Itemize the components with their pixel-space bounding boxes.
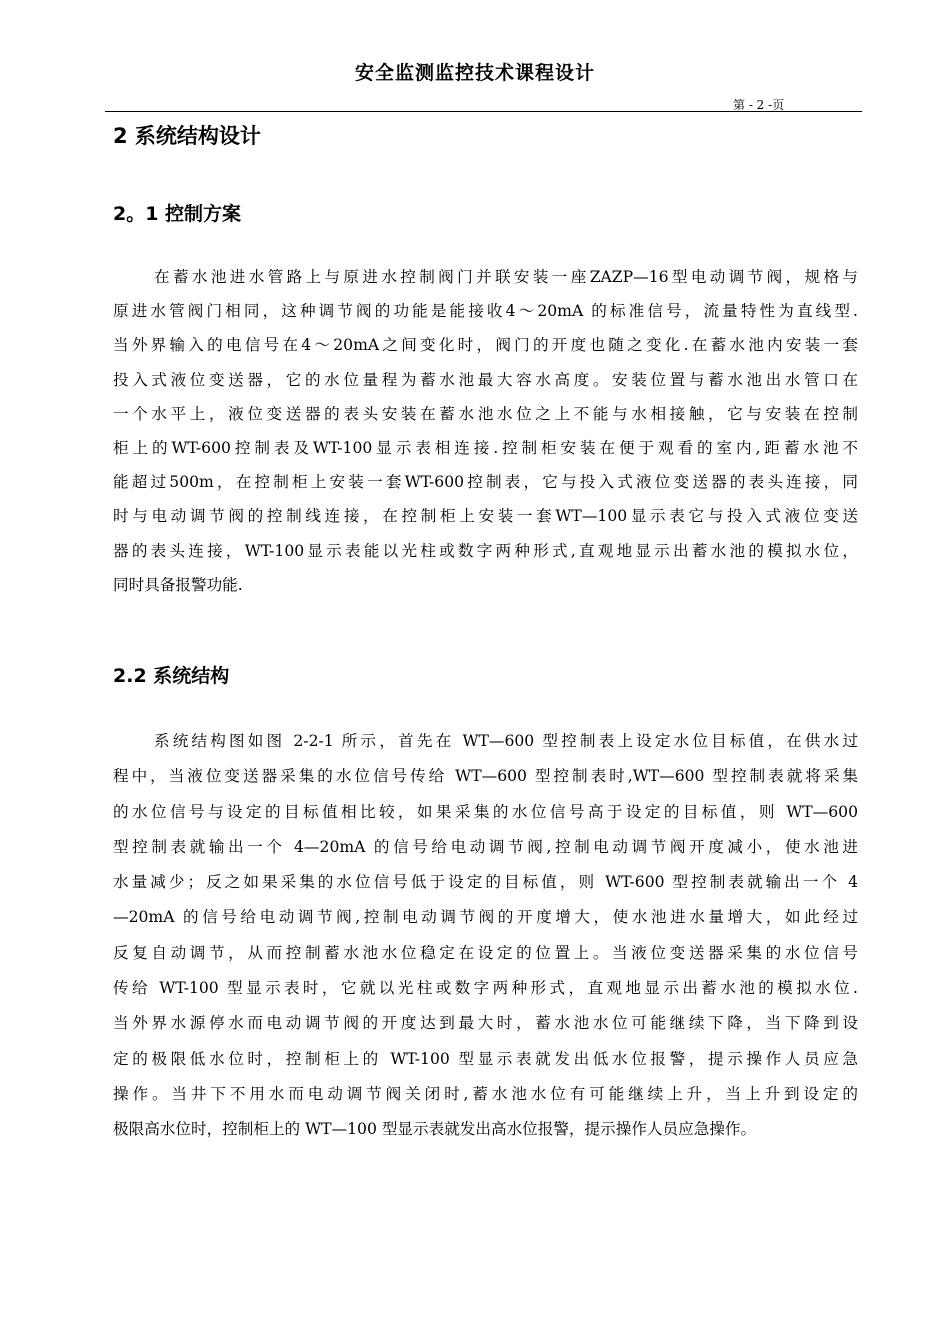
text-line: —20mA 的信号给电动调节阀,控制电动调节阀的开度增大，使水池进水量增大，如此经过 [113,908,858,927]
text-line: 当外界输入的电信号在4～20mA之间变化时，阀门的开度也随之变化.在蓄水池内安装一套 [113,336,858,355]
text-line: 能超过500m，在控制柜上安装一套WT-600控制表，它与投入式液位变送器的表头连接，同 [113,473,858,492]
text-line: 的水位信号与设定的目标值相比较，如果采集的水位信号高于设定的目标值，则 WT—600 [113,802,858,821]
text-line: 操作。当井下不用水而电动调节阀关闭时,蓄水池水位有可能继续上升，当上升到设定的 [113,1084,858,1103]
text-line: 传给 WT-100 型显示表时，它就以光柱或数字两种形式，直观地显示出蓄水池的模拟水位. [113,979,858,998]
text-line: 反复自动调节，从而控制蓄水池水位稳定在设定的位置上。当液位变送器采集的水位信号 [113,943,858,962]
text-line: 器的表头连接，WT-100显示表能以光柱或数字两种形式,直观地显示出蓄水池的模拟水位， [113,541,858,560]
paragraph-control-scheme [113,260,858,602]
text-line: 原进水管阀门相同，这种调节阀的功能是能接收4～20mA 的标准信号，流量特性为直线型. [113,302,858,321]
text-line: 系统结构图如图 2-2-1 所示，首先在 WT—600 型控制表上设定水位目标值，在供水过 [154,732,858,750]
section-heading-control-scheme: 2。1 控制方案 [113,203,242,225]
text-line: 定的极限低水位时，控制柜上的 WT-100 型显示表就发出低水位报警，提示操作人员应急 [113,1049,858,1068]
text-line: 同时具备报警功能. [113,575,243,594]
text-line: 在蓄水池进水管路上与原进水控制阀门并联安装一座ZAZP—16型电动调节阀，规格与 [154,268,858,286]
text-line: 柜上的WT-600控制表及WT-100显示表相连接.控制柜安装在便于观看的室内,距蓄水池不 [113,439,858,458]
section-heading-system-structure: 2.2 系统结构 [113,665,230,687]
page-header-title: 安全监测监控技术课程设计 [354,62,595,84]
paragraph-system-structure [113,724,858,1148]
text-line: 程中，当液位变送器采集的水位信号传给 WT—600 型控制表时,WT—600 型控制表就将采集 [113,767,858,786]
text-line: 一个水平上，液位变送器的表头安装在蓄水池水位之上不能与水相接触，它与安装在控制 [113,404,858,423]
text-line: 时与电动调节阀的控制线连接，在控制柜上安装一套WT—100显示表它与投入式液位变送 [113,507,858,526]
page-number: 第 - 2 -页 [733,98,785,112]
text-line: 当外界水源停水而电动调节阀的开度达到最大时，蓄水池水位可能继续下降，当下降到设 [113,1014,858,1033]
text-line: 投入式液位变送器，它的水位量程为蓄水池最大容水高度。安装位置与蓄水池出水管口在 [113,370,858,389]
text-line: 型控制表就输出一个 4—20mA 的信号给电动调节阀,控制电动调节阀开度减小，使水池进 [113,837,858,856]
chapter-heading: 2 系统结构设计 [113,124,261,148]
text-line: 极限高水位时，控制柜上的 WT—100 型显示表就发出高水位报警，提示操作人员应急操作。 [113,1120,757,1139]
header-rule [105,111,862,112]
text-line: 水量减少；反之如果采集的水位信号低于设定的目标值，则 WT-600 型控制表就输出一个 4 [113,873,858,892]
